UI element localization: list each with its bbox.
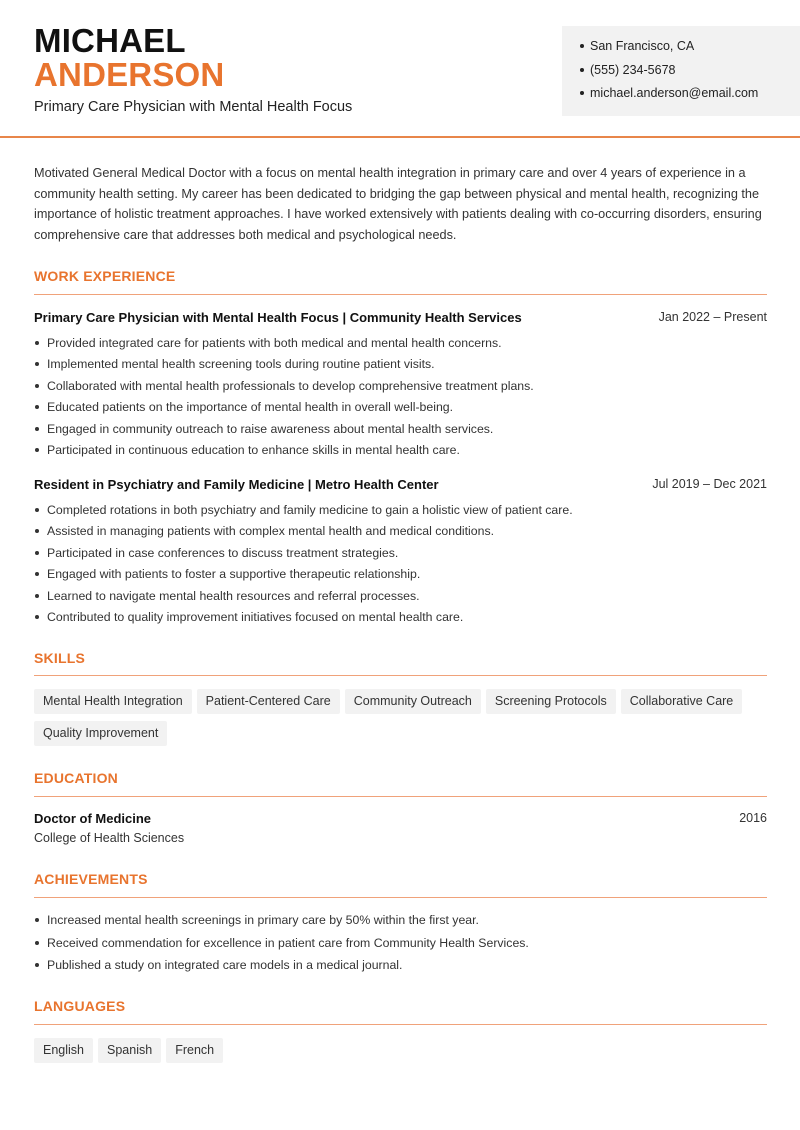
skill-chip: Screening Protocols <box>486 689 616 714</box>
list-item: Participated in case conferences to discuss treatment strategies. <box>34 545 774 566</box>
section-title-work: WORK EXPERIENCE <box>34 268 176 284</box>
section-title-skills: SKILLS <box>34 650 85 666</box>
education-year: 2016 <box>739 811 767 825</box>
list-item: Provided integrated care for patients with both medical and mental health concerns. <box>34 335 774 356</box>
job-date: Jul 2019 – Dec 2021 <box>652 477 767 491</box>
list-item: Assisted in managing patients with complex mental health and medical conditions. <box>34 523 774 544</box>
list-item: Received commendation for excellence in patient care from Community Health Services. <box>34 935 774 958</box>
list-item: Published a study on integrated care models in a medical journal. <box>34 957 774 980</box>
contact-location: San Francisco, CA <box>580 38 800 62</box>
section-title-languages: LANGUAGES <box>34 998 126 1014</box>
list-item: Engaged in community outreach to raise awareness about mental health services. <box>34 421 774 442</box>
language-chip: Spanish <box>98 1038 161 1063</box>
section-title-education: EDUCATION <box>34 770 118 786</box>
contact-email: michael.anderson@email.com <box>580 85 800 109</box>
job-title: Resident in Psychiatry and Family Medicine | Metro Health Center <box>34 477 439 492</box>
contact-box <box>562 26 800 116</box>
section-divider <box>34 897 767 898</box>
list-item: Completed rotations in both psychiatry and family medicine to gain a holistic view of patient care. <box>34 502 774 523</box>
language-chip: French <box>166 1038 223 1063</box>
job-bullets <box>34 502 774 630</box>
last-name: ANDERSON <box>34 56 225 93</box>
section-divider <box>34 796 767 797</box>
achievements-list <box>34 912 774 980</box>
section-divider <box>34 294 767 295</box>
summary-paragraph: Motivated General Medical Doctor with a focus on mental health integration in primary care and over 4 years of experience in a community health setting. My career has been dedicated to bridging the gap between physical and mental health, recognizing the importance of holistic treatment approaches. I have worked extensively with patients dealing with co-occurring disorders, ensuring comprehensive care that addresses both medical and psychological needs. <box>34 166 762 242</box>
list-item: Contributed to quality improvement initiatives focused on mental health care. <box>34 609 774 630</box>
list-item: Increased mental health screenings in primary care by 50% within the first year. <box>34 912 774 935</box>
list-item: Collaborated with mental health professionals to develop comprehensive treatment plans. <box>34 378 774 399</box>
headline: Primary Care Physician with Mental Health Focus <box>34 99 353 115</box>
list-item: Learned to navigate mental health resources and referral processes. <box>34 588 774 609</box>
list-item: Participated in continuous education to enhance skills in mental health care. <box>34 442 774 463</box>
list-item: Engaged with patients to foster a supportive therapeutic relationship. <box>34 566 774 587</box>
resume-header <box>0 0 800 138</box>
list-item: Educated patients on the importance of mental health in overall well-being. <box>34 399 774 420</box>
skill-chip: Quality Improvement <box>34 721 167 746</box>
job-title: Primary Care Physician with Mental Health Focus | Community Health Services <box>34 310 522 325</box>
education-school: College of Health Sciences <box>34 831 185 845</box>
language-chip: English <box>34 1038 93 1063</box>
section-title-achievements: ACHIEVEMENTS <box>34 871 148 887</box>
job-date: Jan 2022 – Present <box>658 310 767 324</box>
skill-chip: Community Outreach <box>345 689 481 714</box>
skill-chip: Patient-Centered Care <box>197 689 340 714</box>
skills-list <box>34 689 774 753</box>
list-item: Implemented mental health screening tools during routine patient visits. <box>34 356 774 377</box>
education-degree: Doctor of Medicine <box>34 811 152 826</box>
languages-list <box>34 1038 774 1070</box>
job-bullets <box>34 335 774 463</box>
section-divider <box>34 675 767 676</box>
first-name: MICHAEL <box>34 22 186 59</box>
section-divider <box>34 1024 767 1025</box>
contact-phone: (555) 234-5678 <box>580 62 800 86</box>
skill-chip: Collaborative Care <box>621 689 743 714</box>
skill-chip: Mental Health Integration <box>34 689 192 714</box>
